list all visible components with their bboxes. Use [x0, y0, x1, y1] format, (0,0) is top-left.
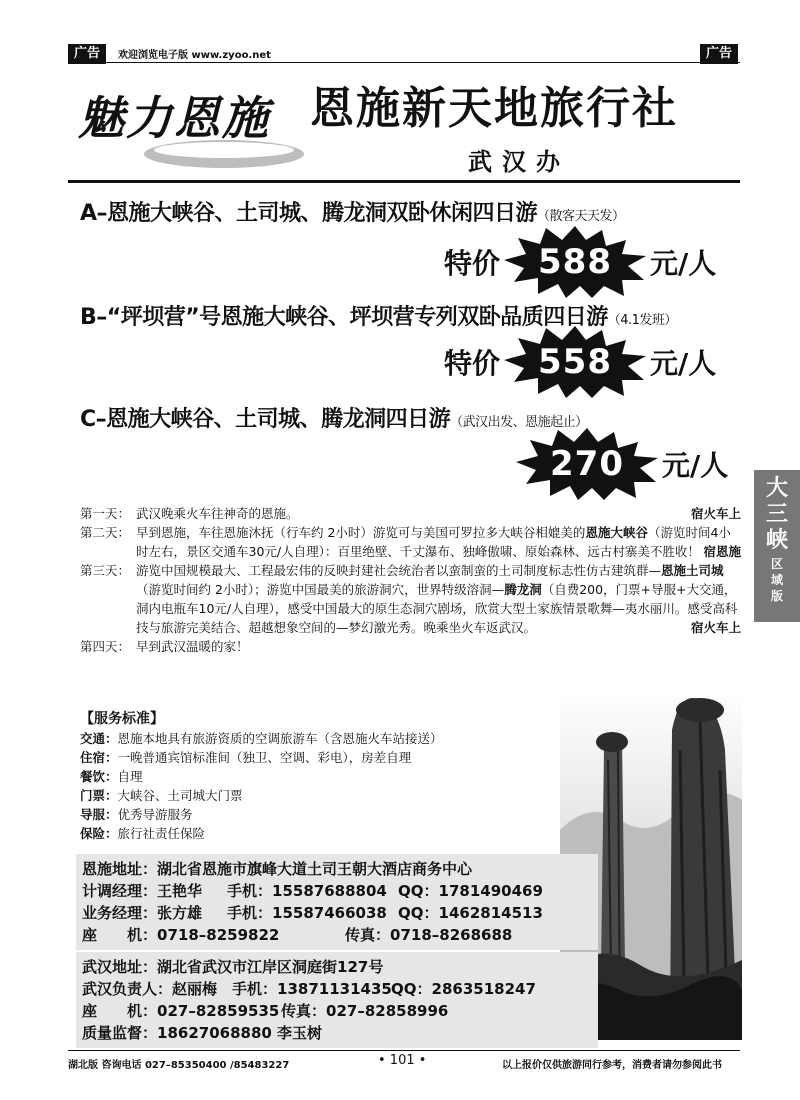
- tour-a-name: A–恩施大峡谷、土司城、腾龙洞双卧休闲四日游: [80, 201, 538, 226]
- enshi-phone-label: 座 机：: [82, 926, 158, 944]
- day-label: 第一天：: [80, 506, 131, 521]
- tour-c-name: C–恩施大峡谷、土司城、腾龙洞四日游: [80, 407, 451, 432]
- logo-text: 魅力恩施: [78, 91, 270, 145]
- day-stay: 宿火车上: [690, 620, 741, 635]
- ad-tag-right: 广告: [700, 44, 738, 64]
- wuhan-phone: 027–82859535: [157, 1002, 280, 1020]
- wuhan-p1-qq-label: QQ：: [391, 980, 432, 998]
- tour-b-price-unit: 元/人: [650, 347, 717, 380]
- footer-rule: [68, 1050, 740, 1051]
- footer-left: 湖北版 咨询电话 027–85350400 /85483227: [68, 1060, 290, 1071]
- header-rule: [68, 62, 740, 63]
- service-item: [80, 805, 580, 824]
- enshi-p2-mobile: 15587466038: [272, 904, 387, 922]
- service-value: 一晚普通宾馆标准间（独卫、空调、彩电），房差自理: [117, 750, 412, 765]
- itinerary: [80, 504, 741, 656]
- welcome-text: 欢迎浏览电子版 www.zyoo.net: [118, 50, 271, 61]
- day-label: 第四天：: [80, 639, 131, 654]
- tour-a-price-label: 特价: [444, 247, 501, 280]
- footer-right: 以上报价仅供旅游同行参考，消费者请勿参阅此书: [502, 1060, 722, 1071]
- service-item: [80, 729, 580, 748]
- day-text: 早到恩施，车往恩施沐抚（行车约 2小时）游览可与美国可罗拉多大峡谷相媲美的: [136, 525, 586, 540]
- tour-a-title: [80, 196, 625, 227]
- service-key: 餐饮：: [80, 769, 118, 784]
- tour-c-note: （武汉出发、恩施起止）: [450, 415, 588, 430]
- enshi-address: 湖北省恩施市旗峰大道土司王朝大酒店商务中心: [157, 860, 473, 878]
- enshi-p2-role: 业务经理：: [82, 904, 158, 922]
- enshi-p1-mobile-label: 手机：: [227, 882, 273, 900]
- office-name: 武汉办: [468, 147, 570, 176]
- service-heading: 【服务标准】: [80, 711, 164, 727]
- title-rule: [68, 180, 740, 183]
- service-key: 住宿：: [80, 750, 118, 765]
- tour-c-price-unit: 元/人: [662, 449, 729, 482]
- wuhan-fax: 027–82858996: [326, 1002, 449, 1020]
- day-text: 游览中国规模最大、工程最宏伟的反映封建社会统治者以蛮制蛮的土司制度标志性仿古建筑群—: [136, 563, 662, 578]
- wuhan-phone-label: 座 机：: [82, 1002, 158, 1020]
- tour-b-price-label: 特价: [444, 347, 501, 380]
- service-item: [80, 767, 580, 786]
- side-tab-char: 峡: [765, 528, 788, 553]
- enshi-fax: 0718–8268688: [390, 926, 513, 944]
- day-text: 武汉晚乘火车往神奇的恩施。: [136, 506, 299, 521]
- service-key: 保险：: [80, 826, 118, 841]
- service-standards: [80, 710, 580, 843]
- tour-b-note: （4.1发班）: [607, 313, 677, 328]
- enshi-address-label: 恩施地址：: [82, 860, 158, 878]
- day-highlight: 恩施土司城: [661, 563, 724, 578]
- tour-a-price-unit: 元/人: [650, 247, 717, 280]
- service-item: [80, 824, 580, 843]
- service-value: 自理: [117, 769, 143, 784]
- day-label: 第三天：: [80, 563, 131, 578]
- day-highlight: 恩施大峡谷: [585, 525, 648, 540]
- side-tab-char: 版: [770, 589, 783, 603]
- service-key: 门票：: [80, 788, 118, 803]
- tour-c-price-value: 270: [550, 444, 624, 484]
- service-value: 恩施本地具有旅游资质的空调旅游车（含恩施火车站接送）: [117, 731, 443, 746]
- wuhan-p1-mobile-label: 手机：: [232, 980, 278, 998]
- tour-b-price-value: 558: [538, 342, 612, 382]
- wuhan-qc-label: 质量监督：: [82, 1024, 158, 1042]
- tour-b-price-burst: [500, 326, 650, 398]
- wuhan-qc-value: 18627068880 李玉树: [157, 1024, 323, 1042]
- service-value: 优秀导游服务: [117, 807, 193, 822]
- contact-enshi: [76, 854, 598, 950]
- tour-a-price-burst: [500, 226, 650, 298]
- side-tab-char: 大: [765, 476, 788, 501]
- service-item: [80, 786, 580, 805]
- itinerary-day-1: [80, 504, 741, 523]
- wuhan-p1-mobile: 13871131435: [277, 980, 392, 998]
- side-tab-char: 三: [765, 502, 788, 527]
- region-side-tab: [754, 470, 800, 622]
- wuhan-p1-name: 赵丽梅: [172, 980, 218, 998]
- tour-c-price-burst: [512, 428, 662, 500]
- enshi-p1-name: 王艳华: [157, 882, 203, 900]
- wuhan-fax-label: 传真：: [281, 1002, 327, 1020]
- wuhan-p1-role: 武汉负责人：: [82, 980, 173, 998]
- day-stay: 宿恩施: [703, 544, 741, 559]
- page-number: • 101 •: [378, 1053, 427, 1068]
- service-key: 导服：: [80, 807, 118, 822]
- tour-a-price: [444, 226, 716, 298]
- enshi-p1-mobile: 15587688804: [272, 882, 387, 900]
- tour-c-price: [512, 428, 728, 500]
- enshi-p1-qq: 1781490469: [438, 882, 543, 900]
- day-text: （游览时间4小时左右，景区交通车30元/人自理）：百里绝壁、千丈瀑布、独峰傲啸、原始森林、远古村寨美不胜收！: [136, 525, 731, 559]
- enshi-p1-role: 计调经理：: [82, 882, 158, 900]
- logo: [74, 72, 304, 172]
- itinerary-day-4: [80, 637, 741, 656]
- day-stay: 宿火车上: [690, 506, 741, 521]
- ad-tag-left: 广告: [68, 44, 106, 64]
- tour-a-price-value: 588: [538, 242, 612, 282]
- enshi-p1-qq-label: QQ：: [398, 882, 439, 900]
- contact-wuhan: [76, 952, 598, 1048]
- itinerary-day-2: [80, 523, 741, 561]
- day-text: 早到武汉温暖的家！: [136, 639, 249, 654]
- day-label: 第二天：: [80, 525, 131, 540]
- itinerary-day-3: [80, 561, 741, 637]
- day-text: （自费200，门票+导服+大交通，洞内电瓶车10元/人自理），感受中国最大的原生态洞穴剧场，欣赏大型土家族情景歌舞—夷水丽川。感受高科技与旅游完美结合、超越想象空间的—梦幻激光秀。晚乘坐火车返武汉。: [136, 582, 738, 635]
- tour-b-name: B–“坪坝营”号恩施大峡谷、坪坝营专列双卧品质四日游: [80, 305, 608, 330]
- enshi-phone: 0718–8259822: [157, 926, 280, 944]
- side-tab-char: 域: [770, 573, 783, 587]
- service-key: 交通：: [80, 731, 118, 746]
- service-value: 旅行社责任保险: [117, 826, 206, 841]
- agency-name: 恩施新天地旅行社: [310, 83, 678, 134]
- side-tab-char: 区: [770, 557, 783, 571]
- enshi-p2-name: 张方雄: [157, 904, 203, 922]
- wuhan-address-label: 武汉地址：: [82, 958, 158, 976]
- day-highlight: 腾龙洞: [504, 582, 542, 597]
- tour-b-price: [444, 326, 716, 398]
- enshi-p2-mobile-label: 手机：: [227, 904, 273, 922]
- enshi-fax-label: 传真：: [345, 926, 391, 944]
- wuhan-p1-qq: 2863518247: [431, 980, 536, 998]
- enshi-p2-qq-label: QQ：: [398, 904, 439, 922]
- wuhan-address: 湖北省武汉市江岸区洞庭街127号: [157, 958, 384, 976]
- enshi-p2-qq: 1462814513: [438, 904, 543, 922]
- tour-a-note: （散客天天发）: [537, 209, 625, 224]
- day-text: （游览时间约 2小时）；游览中国最美的旅游洞穴，世界特级溶洞—: [136, 582, 505, 597]
- service-value: 大峡谷、土司城大门票: [117, 788, 243, 803]
- service-item: [80, 748, 580, 767]
